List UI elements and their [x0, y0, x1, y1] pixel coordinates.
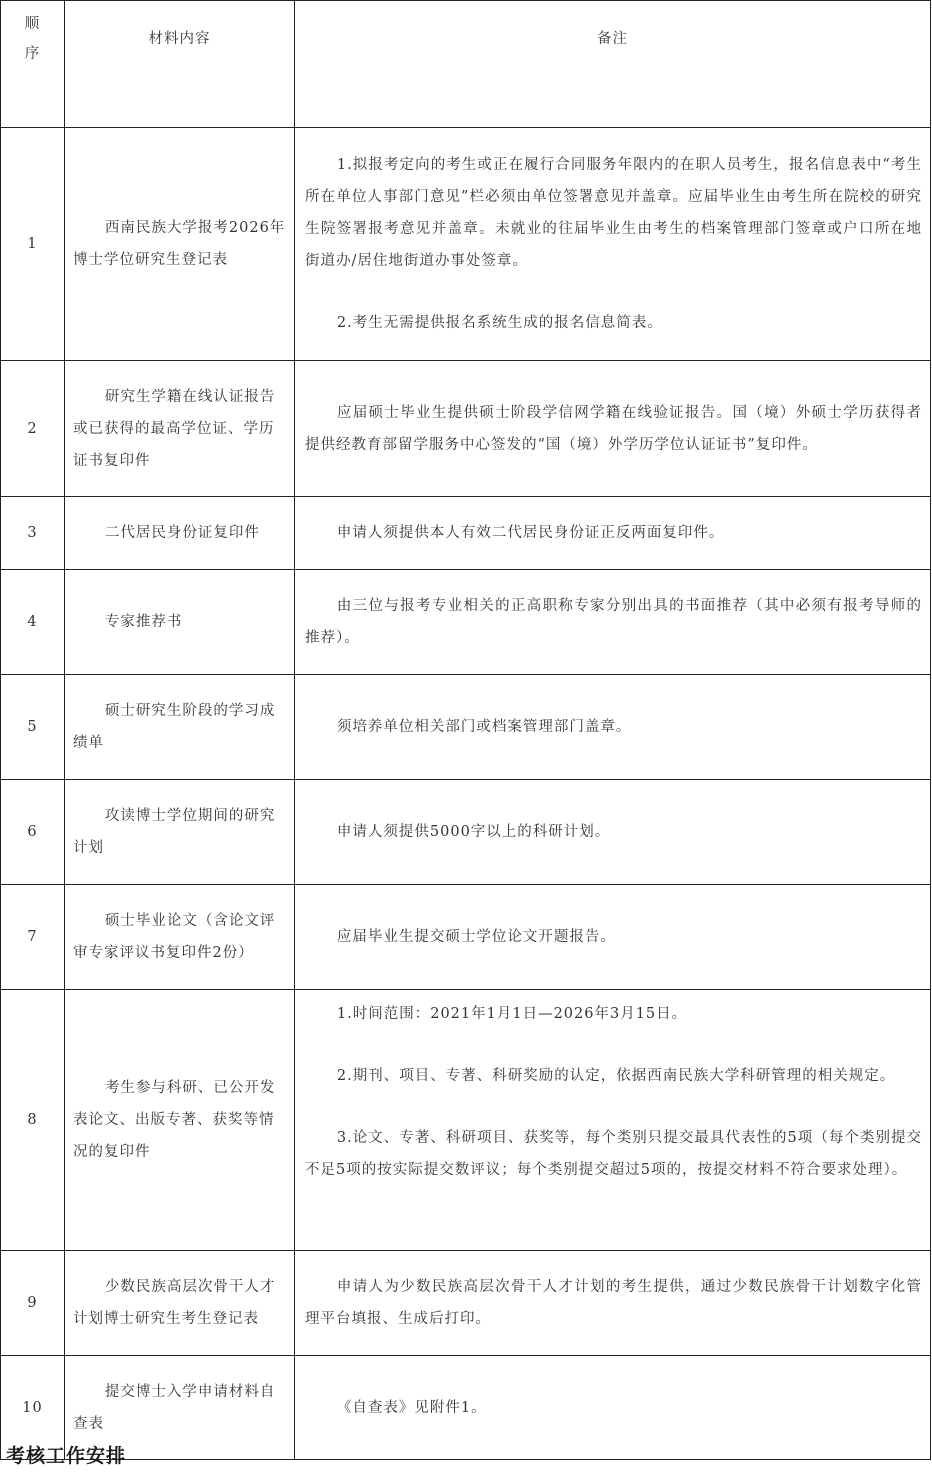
note-paragraph: 《自查表》见附件1。 — [336, 1399, 487, 1416]
table-row — [1, 675, 931, 780]
row-material: 二代居民身份证复印件 — [65, 497, 295, 570]
row-number: 9 — [1, 1251, 65, 1356]
table-row — [1, 570, 931, 675]
row-number: 8 — [1, 990, 65, 1251]
row-note — [295, 780, 931, 885]
row-material: 硕士研究生阶段的学习成绩单 — [65, 675, 295, 780]
table-row — [1, 1251, 931, 1356]
header-order-line1: 顺 — [24, 16, 41, 32]
table-row — [1, 361, 931, 497]
row-number: 3 — [1, 497, 65, 570]
table-row — [1, 1356, 931, 1460]
note-paragraph: 由三位与报考专业相关的正高职称专家分别出具的书面推荐（其中必须有报考导师的推荐）。 — [305, 598, 922, 646]
note-paragraph: 申请人为少数民族高层次骨干人才计划的考生提供，通过少数民族骨干计划数字化管理平台填报、生成后打印。 — [305, 1279, 922, 1327]
row-material: 考生参与科研、已公开发表论文、出版专著、获奖等情况的复印件 — [65, 990, 295, 1251]
row-material: 少数民族高层次骨干人才计划博士研究生考生登记表 — [65, 1251, 295, 1356]
table-row — [1, 885, 931, 990]
note-paragraph: 申请人须提供本人有效二代居民身份证正反两面复印件。 — [336, 525, 725, 541]
row-note — [295, 1356, 931, 1460]
row-number: 5 — [1, 675, 65, 780]
header-order — [1, 1, 65, 128]
section-heading: 考核工作安排 — [6, 1445, 127, 1467]
note-paragraph: 应届毕业生提交硕士学位论文开题报告。 — [336, 929, 616, 945]
note-paragraph: 1.拟报考定向的考生或正在履行合同服务年限内的在职人员考生，报名信息表中“考生所在单位人事部门意见”栏必须由单位签署意见并盖章。应届毕业生由考生所在院校的研究生院签署报考意见并盖章。未就业的往届毕业生由考生的档案管理部门签章或户口所在地街道办/居住地街道办事处签章。 — [305, 157, 922, 269]
row-note — [295, 990, 931, 1251]
row-number: 4 — [1, 570, 65, 675]
row-number: 6 — [1, 780, 65, 885]
row-number: 10 — [1, 1356, 65, 1460]
note-paragraph: 应届硕士毕业生提供硕士阶段学信网学籍在线验证报告。国（境）外硕士学历获得者提供经教育部留学服务中心签发的“国（境）外学历学位认证证书”复印件。 — [305, 404, 922, 453]
table-row — [1, 128, 931, 361]
header-material: 材料内容 — [65, 1, 295, 128]
row-note — [295, 570, 931, 675]
row-note — [295, 128, 931, 361]
note-paragraph: 3.论文、专著、科研项目、获奖等，每个类别只提交最具代表性的5项（每个类别提交不足5项的按实际提交数评议；每个类别提交超过5项的，按提交材料不符合要求处理）。 — [305, 1130, 922, 1178]
row-material: 硕士毕业论文（含论文评审专家评议书复印件2份） — [65, 885, 295, 990]
row-note — [295, 675, 931, 780]
row-material: 提交博士入学申请材料自查表 — [65, 1356, 295, 1460]
header-order-line2: 序 — [24, 46, 41, 62]
note-paragraph: 须培养单位相关部门或档案管理部门盖章。 — [336, 719, 632, 735]
header-note: 备注 — [295, 1, 931, 128]
row-note — [295, 497, 931, 570]
row-note — [295, 1251, 931, 1356]
row-material: 攻读博士学位期间的研究计划 — [65, 780, 295, 885]
note-paragraph: 申请人须提供5000字以上的科研计划。 — [336, 824, 611, 840]
row-material: 研究生学籍在线认证报告或已获得的最高学位证、学历证书复印件 — [65, 361, 295, 497]
table-header-row — [1, 1, 931, 128]
row-note — [295, 361, 931, 497]
row-note — [295, 885, 931, 990]
row-material: 专家推荐书 — [65, 570, 295, 675]
table-row — [1, 497, 931, 570]
row-number: 7 — [1, 885, 65, 990]
row-number: 2 — [1, 361, 65, 497]
row-number: 1 — [1, 128, 65, 361]
row-material: 西南民族大学报考2026年博士学位研究生登记表 — [65, 128, 295, 361]
note-paragraph: 2.期刊、项目、专著、科研奖励的认定，依据西南民族大学科研管理的相关规定。 — [336, 1068, 896, 1084]
table-row — [1, 780, 931, 885]
table-row — [1, 990, 931, 1251]
note-paragraph: 2.考生无需提供报名系统生成的报名信息简表。 — [336, 315, 663, 331]
note-paragraph: 1.时间范围：2021年1月1日—2026年3月15日。 — [336, 1006, 688, 1022]
